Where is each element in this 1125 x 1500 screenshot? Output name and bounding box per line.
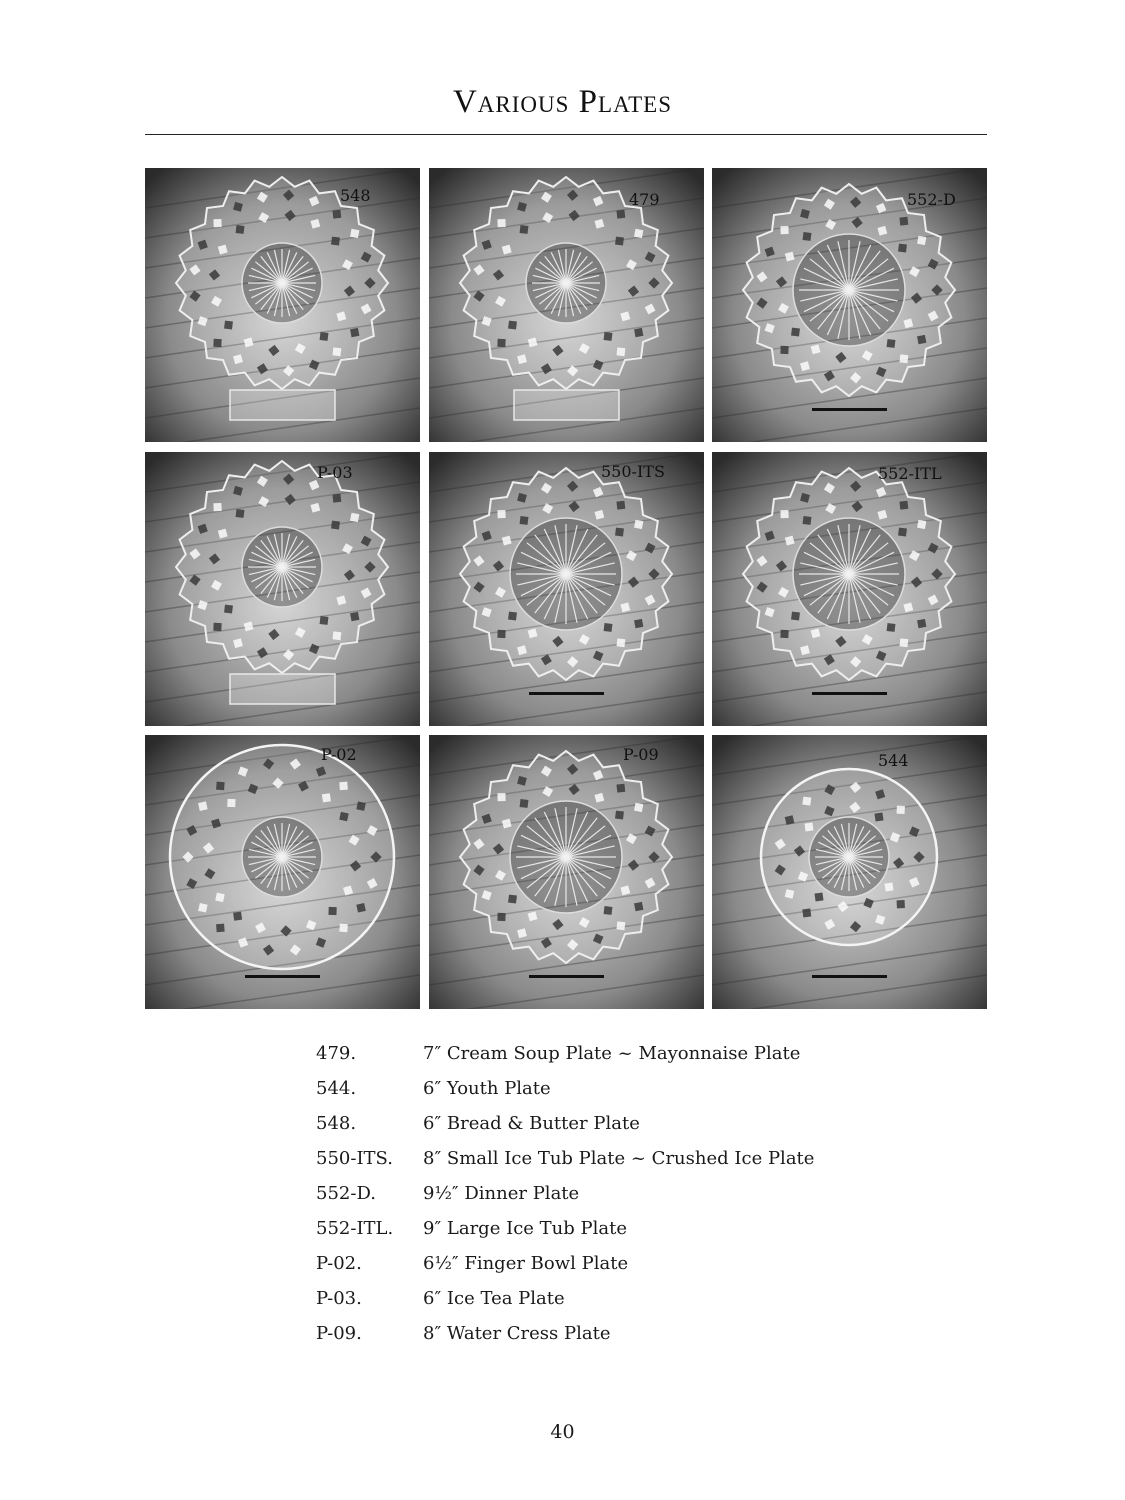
page-title: Various Plates [452, 84, 673, 120]
plate-photo-label: 552-ITL [878, 464, 942, 483]
plate-photo [429, 735, 704, 1009]
catalog-number: 552-D. [316, 1183, 376, 1204]
plate-photo-image [712, 735, 987, 1009]
plate-photo [712, 452, 987, 726]
catalog-number: 544. [316, 1078, 357, 1099]
catalog-description: 9½″ Dinner Plate [423, 1183, 580, 1204]
plate-photo-label: 544 [878, 751, 909, 770]
catalog-description: 8″ Water Cress Plate [423, 1323, 611, 1344]
plate-photo-label: 548 [340, 186, 371, 205]
catalog-number: 550-ITS. [316, 1148, 393, 1169]
plate-photo-image [145, 735, 420, 1009]
plate-photo [429, 168, 704, 442]
catalog-description: 6″ Youth Plate [423, 1078, 551, 1099]
plate-photo-label: P-02 [321, 745, 357, 764]
title-rule [145, 134, 987, 135]
catalog-description: 6″ Bread & Butter Plate [423, 1113, 640, 1134]
catalog-number: P-03. [316, 1288, 362, 1309]
plate-photo-label: P-03 [317, 463, 353, 482]
plate-photo [145, 168, 420, 442]
page-number: 40 [550, 1421, 575, 1443]
plate-photo-label: P-09 [623, 745, 659, 764]
catalog-description: 6½″ Finger Bowl Plate [423, 1253, 629, 1274]
catalog-description: 9″ Large Ice Tub Plate [423, 1218, 627, 1239]
catalog-number: 548. [316, 1113, 357, 1134]
plate-photo [429, 452, 704, 726]
plate-photo-image [429, 168, 704, 442]
catalog-number: P-02. [316, 1253, 362, 1274]
plate-photo [145, 452, 420, 726]
plate-photo-image [145, 452, 420, 726]
catalog-number: 479. [316, 1043, 357, 1064]
plate-photo-image [429, 735, 704, 1009]
plate-photo [145, 735, 420, 1009]
plate-photo-image [145, 168, 420, 442]
catalog-number: 552-ITL. [316, 1218, 394, 1239]
photo-grid [145, 168, 987, 1008]
catalog-description: 6″ Ice Tea Plate [423, 1288, 565, 1309]
catalog-number: P-09. [316, 1323, 362, 1344]
plate-photo-image [429, 452, 704, 726]
plate-photo-label: 550-ITS [601, 462, 665, 481]
catalog-description: 8″ Small Ice Tub Plate ~ Crushed Ice Plate [423, 1148, 815, 1169]
plate-photo-label: 479 [629, 190, 660, 209]
plate-photo-image [712, 168, 987, 442]
plate-photo [712, 735, 987, 1009]
catalog-description: 7″ Cream Soup Plate ~ Mayonnaise Plate [423, 1043, 801, 1064]
plate-photo-label: 552-D [907, 190, 956, 209]
plate-photo [712, 168, 987, 442]
plate-photo-image [712, 452, 987, 726]
